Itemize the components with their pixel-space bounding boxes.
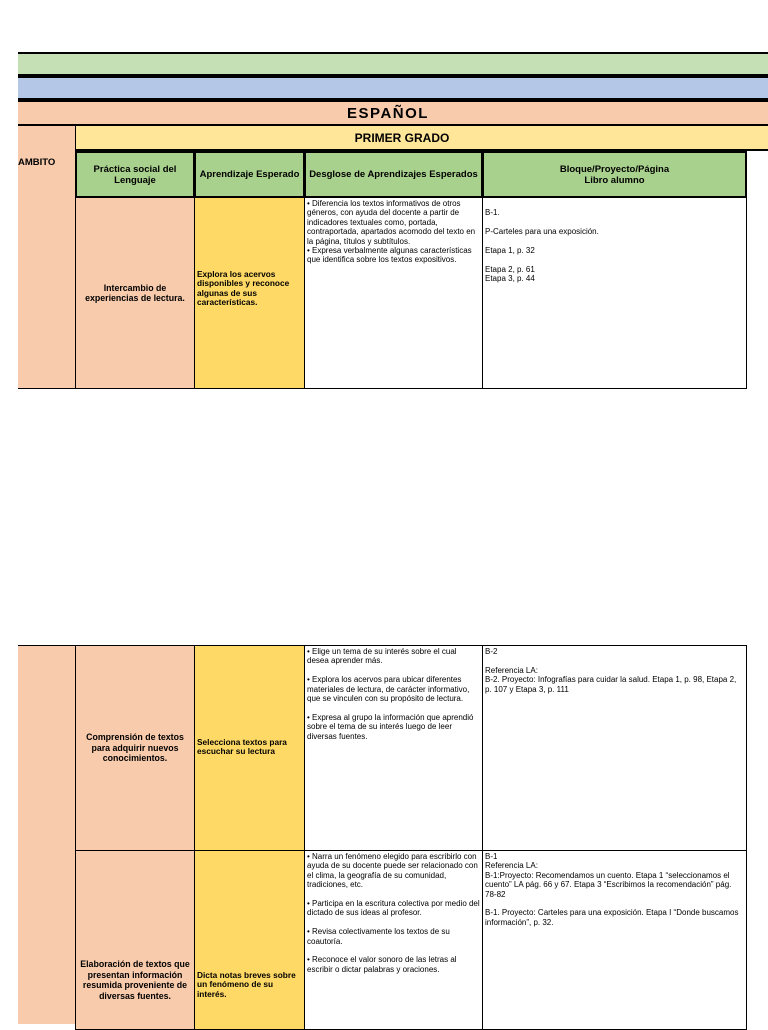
practica-cell-1: Intercambio de experiencias de lectura. <box>75 197 195 389</box>
desglose-cell-1: • Diferencia los textos informativos de otros géneros, con ayuda del docente a partir de indicadores textuales como, portada, contraportada, apartados acomodo del texto en la página, títulos y subtítulos. • Expresa verbalmente algunas características que identifica sobre los textos expositivos. <box>304 197 483 389</box>
aprendizaje-cell-1: Explora los acervos disponibles y reconoce algunas de sus características. <box>194 197 305 389</box>
grade-title: PRIMER GRADO <box>354 130 450 145</box>
bloque-cell-1: B-1. P-Carteles para una exposición. Etapa 1, p. 32 Etapa 2, p. 61 Etapa 3, p. 44 <box>482 197 747 389</box>
page-title: ESPAÑOL <box>347 104 429 122</box>
practica-cell-3: Elaboración de textos que presentan información resumida proveniente de diversas fuentes. <box>75 850 195 1030</box>
desglose-cell-2: • Elige un tema de su interés sobre el cual desea aprender más. • Explora los acervos para ubicar diferentes materiales de lectura, de carácter informativo, que se vinculen con su propósito de lectura. • Expresa al grupo la información que aprendió sobre el tema de su interés luego de leer diversas fuentes. <box>304 645 483 851</box>
grade-band <box>75 126 768 151</box>
aprendizaje-cell-2: Selecciona textos para escuchar su lectura <box>194 645 305 851</box>
column-header-bloque: Bloque/Proyecto/Página Libro alumno <box>482 151 747 198</box>
column-header-practica: Práctica social del Lenguaje <box>75 151 195 198</box>
desglose-cell-3: • Narra un fenómeno elegido para escribirlo con ayuda de su docente puede ser relacionado con el clima, la geografía de su comunidad, tradiciones, etc. • Participa en la escritura colectiva por medio del dictado de sus ideas al profesor. • Revisa colectivamente los textos de su coautoría. • Reconoce el valor sonoro de las letras al escribir o dictar palabras y oraciones. <box>304 850 483 1030</box>
column-header-desglose: Desglose de Aprendizajes Esperados <box>304 151 483 198</box>
green-band <box>18 52 768 76</box>
blue-band <box>18 76 768 100</box>
bloque-cell-2: B-2 Referencia LA: B-2. Proyecto: Infografías para cuidar la salud. Etapa 1, p. 98, Etapa 2, p. 107 y Etapa 3, p. 111 <box>482 645 747 851</box>
ambito-cell <box>18 197 76 389</box>
ambito-cell <box>18 645 76 1024</box>
bloque-cell-3: B-1 Referencia LA: B-1:Proyecto: Recomendamos un cuento. Etapa 1 “seleccionamos el cuento” LA pág. 66 y 67. Etapa 3 “Escribimos la recomendación” pág. 78-82 B-1. Proyecto: Carteles para una exposición. Etapa I “Donde buscamos información”, p. 32. <box>482 850 747 1030</box>
column-header-aprendizaje: Aprendizaje Esperado <box>194 151 305 198</box>
practica-cell-2: Comprensión de textos para adquirir nuevos conocimientos. <box>75 645 195 851</box>
ambito-label: AMBITO <box>18 156 56 168</box>
title-band <box>18 100 768 126</box>
aprendizaje-cell-3: Dicta notas breves sobre un fenómeno de su interés. <box>194 850 305 1030</box>
ambito-header <box>18 126 76 198</box>
